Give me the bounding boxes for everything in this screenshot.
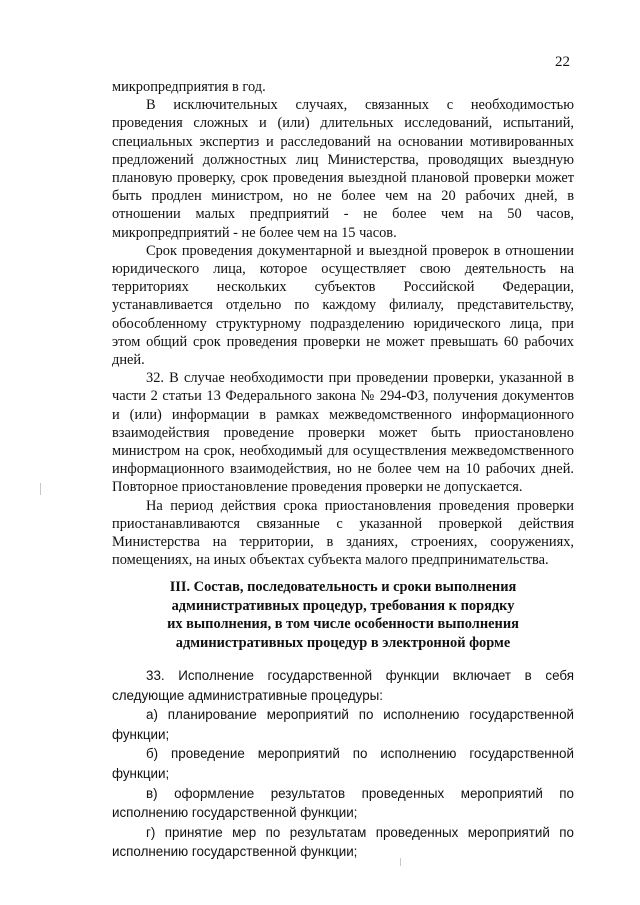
paragraph-suspension: На период действия срока приостановления проведения проверки приостанавливаются связанные с указанной проверкой действия Министерства на территории, в зданиях, строениях, сооружениях, помещениях, на иных объектах субъекта малого предпринимательства.	[112, 497, 574, 569]
list-item: в) оформление результатов проведенных мероприятий по исполнению государственной функции;	[112, 785, 574, 821]
paragraph-32: 32. В случае необходимости при проведении проверки, указанной в части 2 статьи 13 Федерального закона № 294-ФЗ, получения документов и (или) информации в рамках межведомственного информационного взаимодействия проведение проверки может быть приостановлено министром на срок, необходимый для осуществления межведомственного информационного взаимодействия, но не более чем на 10 рабочих дней. Повторное приостановление проведения проверки не допускается.	[112, 370, 574, 496]
page-number: 22	[555, 54, 570, 70]
heading-line: административных процедур, требования к порядку	[171, 597, 515, 614]
section-heading	[112, 578, 574, 652]
paragraph-branches: Срок проведения документарной и выездной проверок в отношении юридического лица, которое осуществляет свою деятельность на территориях нескольких субъектов Российской Федерации, устанавливается отдельно по каждому филиалу, представительству, обособленному структурному подразделению юридического лица, при этом общий срок проведения проверки не может превышать 60 рабочих дней.	[112, 242, 574, 369]
paragraph-extension: В исключительных случаях, связанных с необходимостью проведения сложных и (или) длительных исследований, испытаний, специальных экспертиз и расследований на основании мотивированных предложений должностных лиц Министерства, проводящих выездную плановую проверку, срок проведения выездной плановой проверки может быть продлен министром, но не более чем на 20 рабочих дней, в отношении малых предприятий - не более чем на 50 часов, микропредприятий - не более чем на 15 часов.	[112, 97, 574, 241]
procedures-list	[112, 666, 574, 862]
scan-speck	[400, 858, 401, 866]
scan-speck	[40, 483, 41, 495]
heading-line: административных процедур в электронной форме	[175, 634, 511, 651]
list-item: б) проведение мероприятий по исполнению государственной функции;	[112, 746, 574, 781]
list-item: г) принятие мер по результатам проведенных мероприятий по исполнению государственной функции;	[112, 824, 574, 860]
heading-line: их выполнения, в том числе особенности выполнения	[167, 616, 519, 633]
body-text	[112, 78, 574, 569]
paragraph-33: 33. Исполнение государственной функции включает в себя следующие административные процедуры:	[112, 668, 574, 703]
heading-line: III. Состав, последовательность и сроки выполнения	[169, 579, 517, 595]
paragraph-continuation: микропредприятия в год.	[112, 79, 266, 95]
list-item: а) планирование мероприятий по исполнению государственной функции;	[112, 707, 574, 742]
